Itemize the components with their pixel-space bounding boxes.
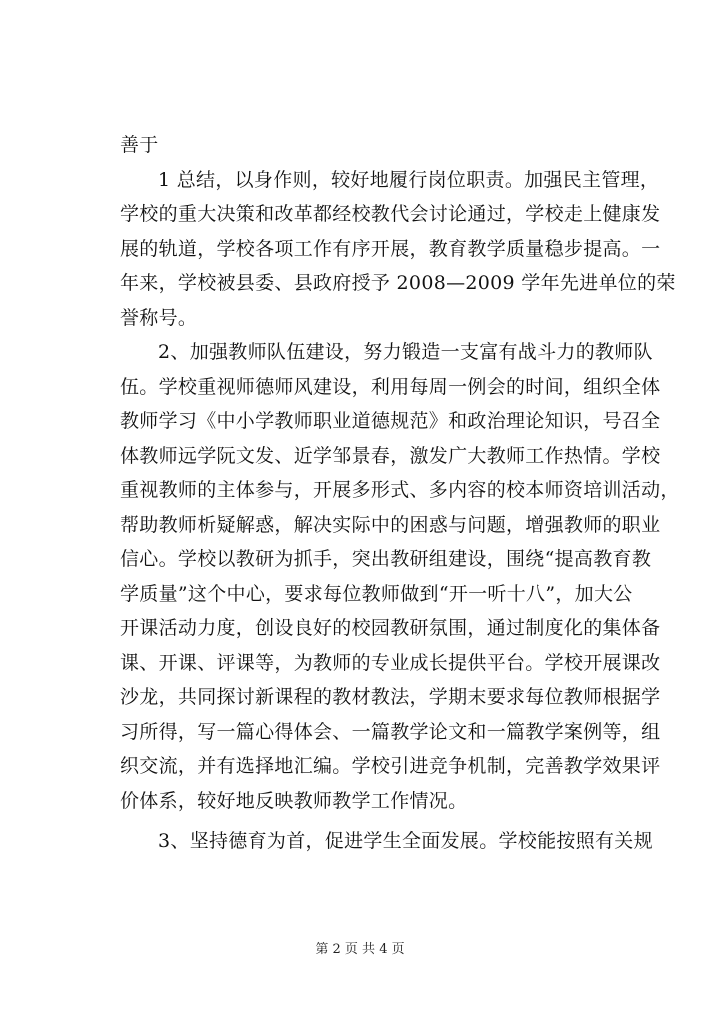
paragraph-2-line-8: 学质量”这个中心，要求每位教师做到“开一听十八”，加大公: [120, 582, 633, 605]
paragraph-2-line-14: 价体系，较好地反映教师教学工作情况。: [120, 789, 468, 812]
paragraph-2-line-9: 开课活动力度，创设良好的校园教研氛围，通过制度化的集体备: [120, 617, 661, 639]
paragraph-1-line-5: 誉称号。: [120, 306, 198, 329]
paragraph-2-line-5: 重视教师的主体参与，开展多形式、多内容的校本师资培训活动，: [120, 479, 680, 501]
paragraph-2-line-10: 课、开课、评课等，为教师的专业成长提供平台。学校开展课改: [120, 651, 661, 674]
paragraph-2-line-7: 信心。学校以教研为抓手，突出教研组建设，围绕“提高教育教: [120, 548, 652, 570]
paragraph-1-line-4: 年来，学校被县委、县政府授予 2008—2009 学年先进单位的荣: [120, 272, 676, 294]
paragraph-1-line-3: 展的轨道，学校各项工作有序开展，教育教学质量稳步提高。一: [120, 237, 661, 260]
paragraph-2-line-3: 教师学习《中小学教师职业道德规范》和政治理论知识，号召全: [120, 410, 661, 432]
page-footer: 第 2 页 共 4 页: [315, 942, 405, 957]
paragraph-2-line-11: 沙龙，共同探讨新课程的教材教法，学期末要求每位教师根据学: [120, 686, 661, 708]
body-text: [120, 128, 680, 859]
paragraph-2-line-2: 伍。学校重视师德师风建设，利用每周一例会的时间，组织全体: [120, 375, 661, 398]
paragraph-2-line-1: 2、加强教师队伍建设，努力锻造一支富有战斗力的教师队: [158, 341, 653, 363]
paragraph-1-line-1: 1 总结，以身作则，较好地履行岗位职责。加强民主管理，: [158, 168, 660, 191]
paragraph-3-line-1: 3、坚持德育为首，促进学生全面发展。学校能按照有关规: [158, 830, 653, 852]
opening-line: 善于: [120, 134, 159, 156]
paragraph-2-line-6: 帮助教师析疑解惑，解决实际中的困惑与问题，增强教师的职业: [120, 513, 661, 536]
paragraph-2-line-4: 体教师远学阮文发、近学邹景春，激发广大教师工作热情。学校: [120, 444, 661, 467]
paragraph-2-line-13: 织交流，并有选择地汇编。学校引进竞争机制，完善教学效果评: [120, 755, 661, 777]
paragraph-2-line-12: 习所得，写一篇心得体会、一篇教学论文和一篇教学案例等，组: [120, 720, 661, 743]
paragraph-1-line-2: 学校的重大决策和改革都经校教代会讨论通过，学校走上健康发: [120, 203, 661, 225]
